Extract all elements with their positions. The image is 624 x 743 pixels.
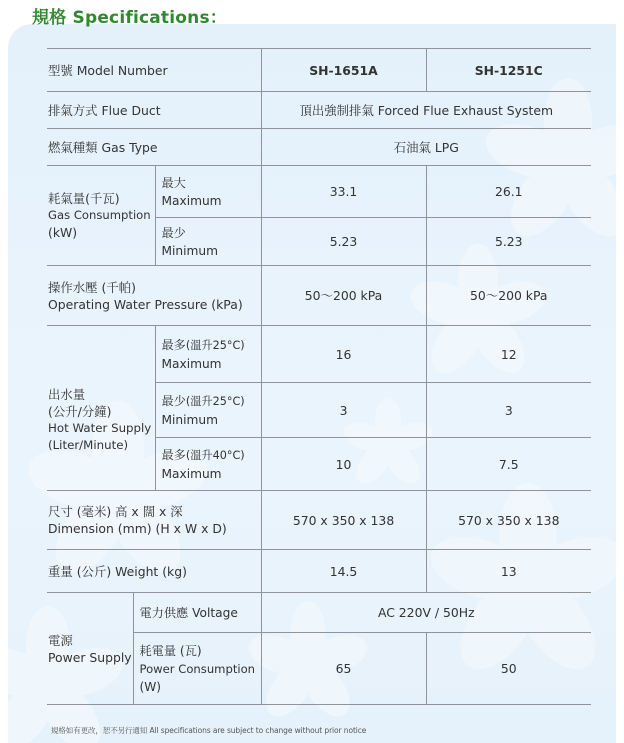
model-b: SH-1251C [426, 49, 591, 92]
model-a: SH-1651A [261, 49, 426, 92]
gas-min-a: 5.23 [261, 218, 426, 266]
pressure-b: 50～200 kPa [426, 266, 591, 326]
water-max25-b: 12 [426, 326, 591, 383]
water-min25-en: Minimum [161, 412, 218, 427]
power-label [47, 593, 133, 705]
power-consumption-label [133, 633, 261, 705]
water-min25-label [155, 383, 261, 438]
row-gas-type [47, 129, 591, 166]
water-max40-b: 7.5 [426, 438, 591, 491]
gas-max-b: 26.1 [426, 166, 591, 218]
gas-consumption-label-cn: 耗氣量(千瓦) [48, 191, 120, 206]
gas-consumption-label [47, 166, 155, 266]
water-max40-en: Maximum [161, 466, 222, 481]
water-max25-a: 16 [261, 326, 426, 383]
water-max25-cn: 最多 [161, 337, 186, 352]
row-gas-max [47, 166, 591, 218]
water-min25-note: (溫升25°C) [185, 394, 245, 408]
dimension-a: 570 x 350 x 138 [261, 491, 426, 550]
footnote: 規格如有更改，恕不另行通知 All specifications are subject to change without prior notice [51, 726, 367, 735]
water-output-label-unit-cn: (公升/分鐘) [48, 404, 112, 419]
flue-duct-value: 頂出強制排氣 Forced Flue Exhaust System [261, 92, 591, 129]
model-label: 型號 Model Number [47, 49, 261, 92]
water-max25-en: Maximum [161, 356, 222, 371]
gas-type-label: 燃氣種類 Gas Type [47, 129, 261, 166]
water-output-label-unit-en: (Liter/Minute) [48, 438, 129, 452]
pressure-label [47, 266, 261, 326]
flue-duct-label: 排氣方式 Flue Duct [47, 92, 261, 129]
row-dimension [47, 491, 591, 550]
power-consumption-a: 65 [261, 633, 426, 705]
pressure-a: 50～200 kPa [261, 266, 426, 326]
gas-consumption-label-en: Gas Consumption [48, 208, 151, 222]
gas-min-b: 5.23 [426, 218, 591, 266]
row-pressure [47, 266, 591, 326]
pressure-label-en: Operating Water Pressure (kPa) [48, 296, 243, 312]
water-output-label-en: Hot Water Supply [48, 421, 152, 435]
spec-table [47, 48, 591, 705]
page-title: 規格 Specifications： [32, 8, 227, 28]
water-max25-note: (溫升25°C) [185, 338, 245, 352]
dimension-label-cn: 尺寸 (毫米) 高 x 闊 x 深 [48, 504, 183, 519]
gas-max-a: 33.1 [261, 166, 426, 218]
power-consumption-cn: 耗電量 (瓦) [139, 643, 202, 658]
row-model [47, 49, 591, 92]
gas-consumption-label-unit: (kW) [48, 225, 78, 240]
gas-min-label [155, 218, 261, 266]
water-max40-cn: 最多 [161, 447, 186, 462]
water-max25-label [155, 326, 261, 383]
power-voltage-value: AC 220V / 50Hz [261, 593, 591, 633]
weight-label: 重量 (公斤) Weight (kg) [47, 550, 261, 593]
gas-min-cn: 最少 [161, 225, 186, 240]
weight-a: 14.5 [261, 550, 426, 593]
weight-b: 13 [426, 550, 591, 593]
water-min25-a: 3 [261, 383, 426, 438]
water-max40-note: (溫升40°C) [185, 448, 245, 462]
power-label-cn: 電源 [48, 632, 73, 648]
water-max40-a: 10 [261, 438, 426, 491]
power-consumption-unit: (W) [139, 679, 162, 694]
gas-max-cn: 最大 [161, 175, 186, 190]
water-min25-cn: 最少 [161, 393, 186, 408]
row-flue-duct [47, 92, 591, 129]
gas-min-en: Minimum [161, 243, 218, 258]
dimension-label [47, 491, 261, 550]
water-min25-b: 3 [426, 383, 591, 438]
power-consumption-en: Power Consumption [139, 661, 256, 676]
row-water-max25 [47, 326, 591, 383]
gas-max-en: Maximum [161, 193, 222, 208]
pressure-label-cn: 操作水壓 (千帕) [48, 279, 136, 295]
water-output-label-cn: 出水量 [48, 387, 86, 402]
row-power-voltage [47, 593, 591, 633]
power-voltage-label: 電力供應 Voltage [133, 593, 261, 633]
gas-max-label [155, 166, 261, 218]
power-label-en: Power Supply [48, 649, 132, 665]
power-consumption-b: 50 [426, 633, 591, 705]
water-max40-label [155, 438, 261, 491]
gas-type-value: 石油氣 LPG [261, 129, 591, 166]
dimension-label-en: Dimension (mm) (H x W x D) [48, 521, 227, 536]
water-output-label [47, 326, 155, 491]
row-weight [47, 550, 591, 593]
dimension-b: 570 x 350 x 138 [426, 491, 591, 550]
